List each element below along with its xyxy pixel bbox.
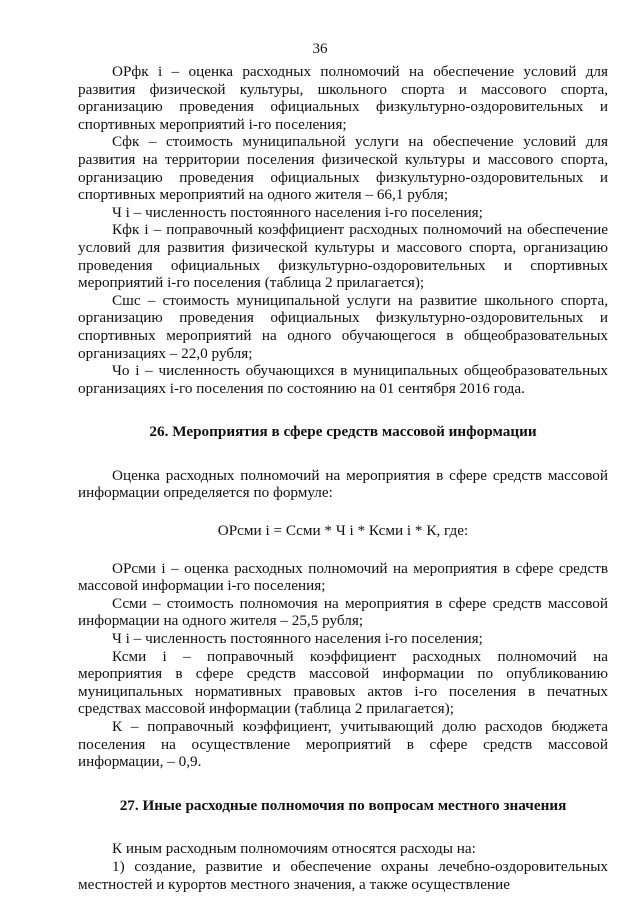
list-item-27-1: 1) создание, развитие и обеспечение охраны лечебно-оздоровительных местностей и курортов местного значения, а также осуществление bbox=[78, 857, 608, 893]
paragraph-orfk: ОРфк i – оценка расходных полномочий на обеспечение условий для развития физической культуры, школьного спорта и массового спорта, организацию проведения официальных физкультурно-оздоровительных и спортивных мероприятий i-го поселения; bbox=[78, 63, 608, 133]
paragraph-intro-27: К иным расходным полномочиям относятся расходы на: bbox=[112, 840, 476, 858]
section-heading-26: 26. Мероприятия в сфере средств массовой информации bbox=[149, 423, 537, 441]
paragraph-ksmi: Ксми i – поправочный коэффициент расходных полномочий на мероприятия в сфере средств массовой информации по опубликованию муниципальных нормативных правовых актов i-го поселения в печатных средствах массовой информации (таблица 2 прилагается); bbox=[78, 647, 608, 718]
formula-orsmi: ОРсми i = Ссми * Ч i * Ксми i * К, где: bbox=[217, 522, 469, 540]
paragraph-sfk: Сфк – стоимость муниципальной услуги на обеспечение условий для развития на территории поселения физической культуры и массового спорта, организацию проведения официальных физкультурно-оздоровительных и спортивных мероприятий на одного жителя – 66,1 рубля; bbox=[78, 133, 608, 204]
paragraph-ssmi: Ссми – стоимость полномочия на мероприятия в сфере средств массовой информации на одного жителя – 25,5 рубля; bbox=[78, 594, 608, 630]
page-number: 36 bbox=[312, 41, 328, 57]
paragraph-sshs: Сшс – стоимость муниципальной услуги на развитие школьного спорта, организацию проведения официальных физкультурно-оздоровительных и спортивных мероприятий на одного обучающегося в общеобразовательных организациях – 22,0 рубля; bbox=[78, 291, 608, 362]
section-heading-27: 27. Иные расходные полномочия по вопросам местного значения bbox=[119, 796, 567, 814]
paragraph-intro-26: Оценка расходных полномочий на мероприятия в сфере средств массовой информации определяется по формуле: bbox=[78, 466, 608, 502]
paragraph-cho: Чо i – численность обучающихся в муниципальных общеобразовательных организациях i-го поселения по состоянию на 01 сентября 2016 года. bbox=[78, 362, 608, 397]
paragraph-k: К – поправочный коэффициент, учитывающий долю расходов бюджета поселения на осуществление мероприятий в сфере средств массовой информации, – 0,9. bbox=[78, 718, 608, 771]
paragraph-kfk: Кфк i – поправочный коэффициент расходных полномочий на обеспечение условий для развития физической культуры и массового спорта, организацию проведения официальных физкультурно-оздоровительных и спортивных мероприятий i-го поселения (таблица 2 прилагается); bbox=[78, 221, 608, 292]
paragraph-orsmi: ОРсми i – оценка расходных полномочий на мероприятия в сфере средств массовой информации i-го поселения; bbox=[78, 559, 608, 595]
paragraph-ch-2: Ч i – численность постоянного населения i-го поселения; bbox=[112, 630, 483, 648]
page-content bbox=[78, 63, 608, 893]
paragraph-ch: Ч i – численность постоянного населения i-го поселения; bbox=[112, 203, 483, 221]
